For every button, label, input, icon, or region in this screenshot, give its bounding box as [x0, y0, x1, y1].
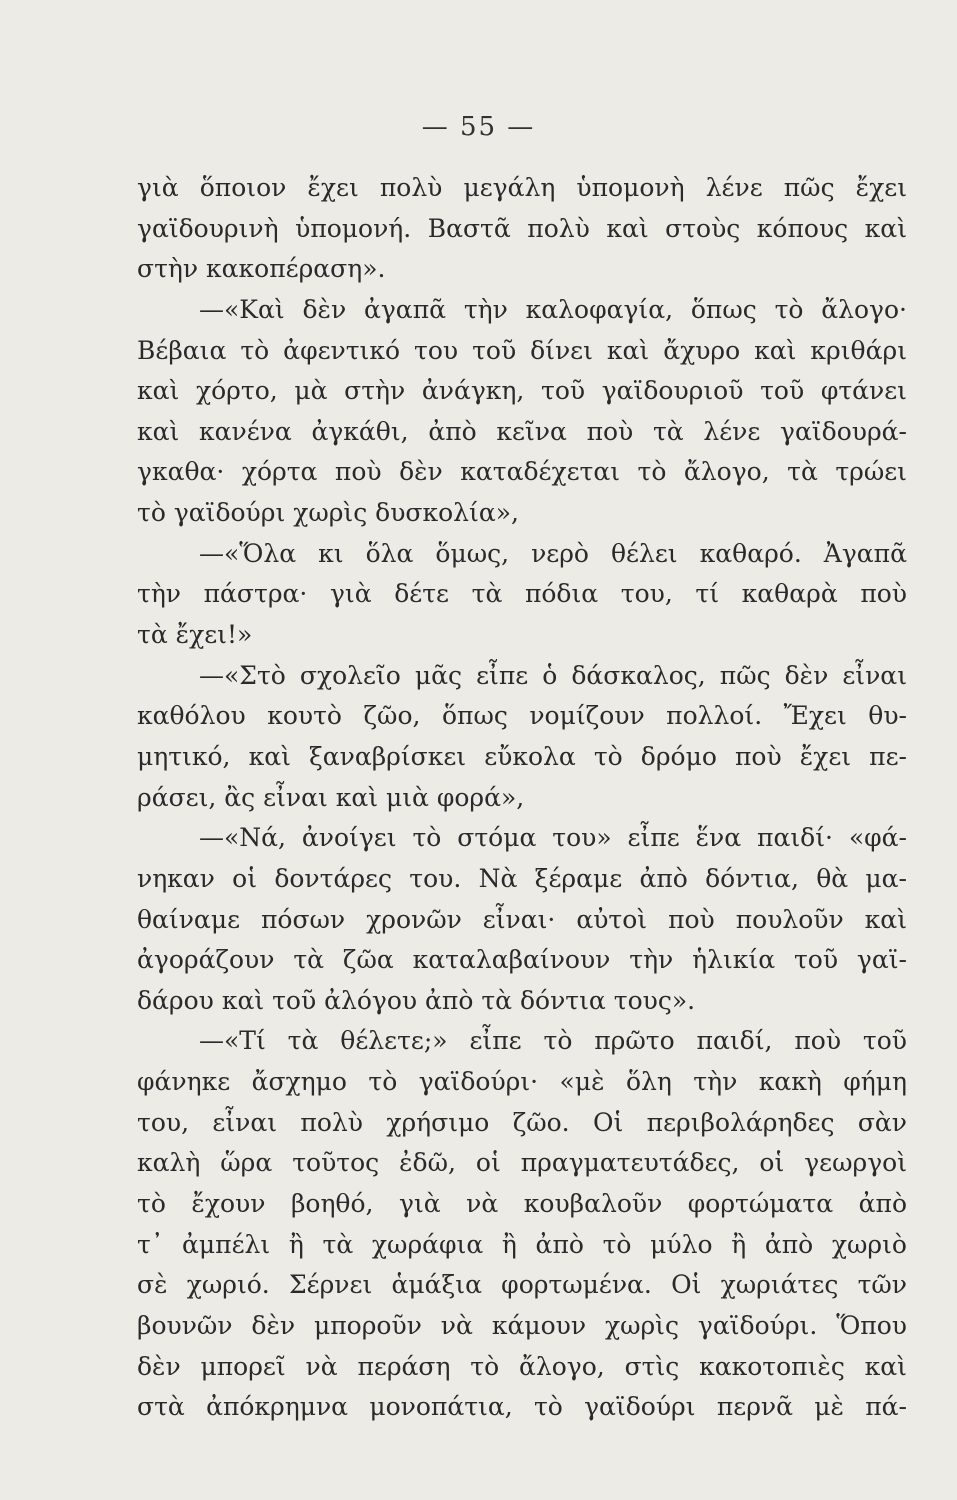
text-line: τ᾽ ἀμπέλι ἢ τὰ χωράφια ἢ ἀπὸ τὸ μύλο ἢ ἀπὸ χωριὸ [137, 1229, 907, 1259]
text-line: —«Στὸ σχολεῖο μᾶς εἶπε ὁ δάσκαλος, πῶς δὲν εἶναι [199, 660, 907, 690]
text-line: δὲν μπορεῖ νὰ περάση τὸ ἄλογο, στὶς κακοτοπιὲς καὶ [137, 1351, 907, 1381]
body-text [137, 168, 907, 1428]
text-line: τὸ ἔχουν βοηθό, γιὰ νὰ κουβαλοῦν φορτώματα ἀπὸ [137, 1189, 907, 1219]
text-line: νηκαν οἱ δοντάρες του. Νὰ ξέραμε ἀπὸ δόντια, θὰ μα- [137, 863, 907, 893]
text-line: μητικό, καὶ ξαναβρίσκει εὔκολα τὸ δρόμο ποὺ ἔχει πε- [137, 741, 907, 771]
text-line: θαίναμε πόσων χρονῶν εἶναι· αὐτοὶ ποὺ πουλοῦν καὶ [137, 904, 907, 934]
text-line: γιὰ ὅποιον ἔχει πολὺ μεγάλη ὑπομονὴ λένε πῶς ἔχει [137, 173, 907, 202]
text-line: —«Ὅλα κι ὅλα ὅμως, νερὸ θέλει καθαρό. Ἀγαπᾶ [199, 538, 907, 568]
text-line: καὶ χόρτο, μὰ στὴν ἀνάγκη, τοῦ γαϊδουριοῦ τοῦ φτάνει [137, 376, 907, 406]
text-line: ράσει, ἂς εἶναι καὶ μιὰ φορά», [137, 782, 525, 812]
text-line: στὰ ἀπόκρημνα μονοπάτια, τὸ γαϊδούρι περνᾶ μὲ πά- [137, 1392, 907, 1422]
text-line: δάρου καὶ τοῦ ἀλόγου ἀπὸ τὰ δόντια τους». [137, 985, 696, 1015]
text-line: —«Καὶ δὲν ἀγαπᾶ τὴν καλοφαγία, ὅπως τὸ ἄλογο· [199, 294, 907, 324]
text-line: Βέβαια τὸ ἀφεντικό του τοῦ δίνει καὶ ἄχυρο καὶ κριθάρι [137, 335, 907, 365]
text-line: καὶ κανένα ἀγκάθι, ἀπὸ κεῖνα ποὺ τὰ λένε γαϊδουρά- [137, 416, 907, 446]
page-number: — 55 — [421, 112, 536, 142]
text-line: γκαθα· χόρτα ποὺ δὲν καταδέχεται τὸ ἄλογο, τὰ τρώει [137, 457, 907, 487]
text-line: τὰ ἔχει!» [137, 620, 253, 650]
text-line: φάνηκε ἄσχημο τὸ γαϊδούρι· «μὲ ὅλη τὴν κακὴ φήμη [137, 1067, 907, 1097]
text-line: καθόλου κουτὸ ζῶο, ὅπως νομίζουν πολλοί. Ἔχει θυ- [137, 701, 907, 731]
text-line: σὲ χωριό. Σέρνει ἁμάξια φορτωμένα. Οἱ χωριάτες τῶν [137, 1270, 907, 1300]
text-line: γαϊδουρινὴ ὑπομονή. Βαστᾶ πολὺ καὶ στοὺς κόπους καὶ [137, 213, 907, 243]
text-line: ἀγοράζουν τὰ ζῶα καταλαβαίνουν τὴν ἡλικία τοῦ γαϊ- [137, 945, 907, 975]
text-line: του, εἶναι πολὺ χρήσιμο ζῶο. Οἱ περιβολάρηδες σὰν [137, 1107, 907, 1137]
text-line: —«Νά, ἀνοίγει τὸ στόμα του» εἶπε ἕνα παιδί· «φά- [199, 823, 907, 853]
text-line: —«Τί τὰ θέλετε;» εἶπε τὸ πρῶτο παιδί, ποὺ τοῦ [199, 1026, 907, 1056]
text-line: τὴν πάστρα· γιὰ δέτε τὰ πόδια του, τί καθαρὰ ποὺ [137, 579, 907, 609]
text-line: βουνῶν δὲν μποροῦν νὰ κάμουν χωρὶς γαϊδούρι. Ὅπου [137, 1310, 907, 1340]
text-line: καλὴ ὥρα τοῦτος ἐδῶ, οἱ πραγματευτάδες, οἱ γεωργοὶ [137, 1148, 907, 1178]
text-line: στὴν κακοπέραση». [137, 254, 386, 284]
text-line: τὸ γαϊδούρι χωρὶς δυσκολία», [137, 498, 519, 528]
